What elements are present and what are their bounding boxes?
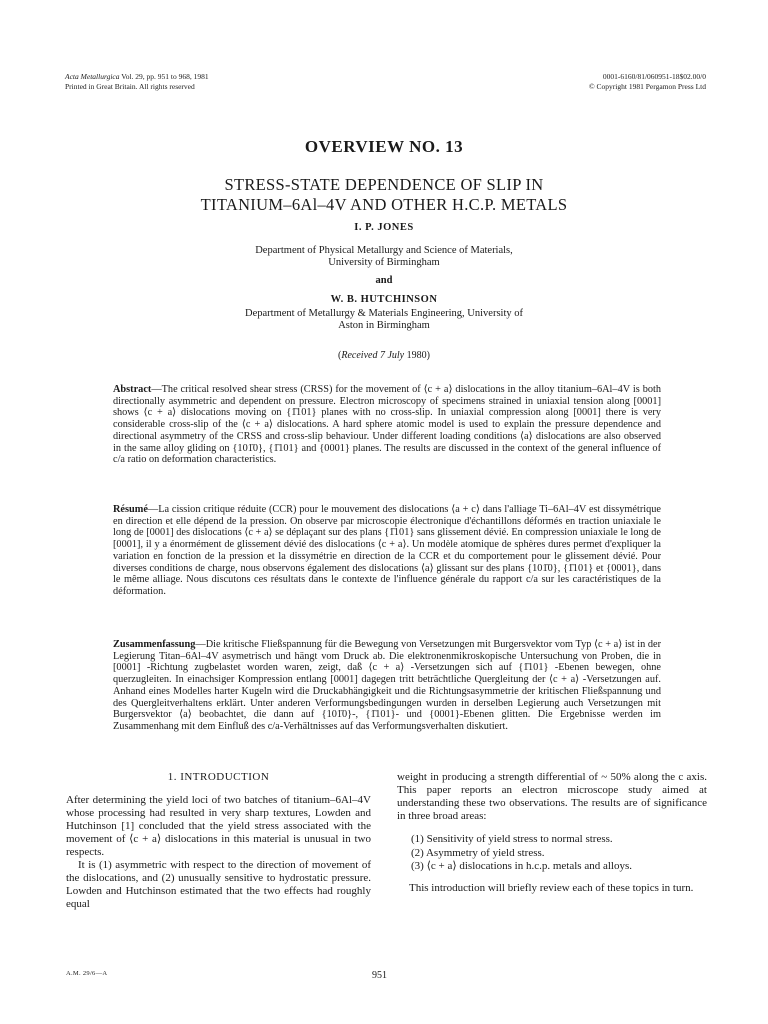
title-line-2: TITANIUM–6Al–4V AND OTHER H.C.P. METALS [200, 195, 568, 214]
author-1-name: I. P. JONES [354, 222, 414, 233]
intro-paragraph-1: After determining the yield loci of two batches of titanium–6Al–4V whose processing had resulted in very sharp textures, Lowden and Hutchinson [1] concluded that the yield stress associated with the movement of ⟨c + a⟩ dislocations in this material is unusual in two respects. [66, 794, 371, 858]
overview-label: OVERVIEW NO. 13 [304, 137, 464, 156]
author-conjunction: and [375, 275, 393, 286]
column-left [66, 771, 371, 911]
printed-note: Printed in Great Britain. All rights reserved [65, 82, 195, 91]
author-2-affil-line-2: Aston in Birmingham [338, 320, 430, 331]
list-item: (3) ⟨c + a⟩ dislocations in h.c.p. metals and alloys. [411, 860, 632, 872]
intro-paragraph-2: It is (1) asymmetric with respect to the direction of movement of the dislocations, and (2) unusually sensitive to hydrostatic pressure. Lowden and Hutchinson estimated that the two effects had roughly equal [66, 859, 371, 910]
title-line-1: STRESS-STATE DEPENDENCE OF SLIP IN [224, 175, 544, 194]
author-2-affiliation [110, 308, 658, 332]
journal-header [65, 72, 209, 92]
abstract-text: —The critical resolved shear stress (CRSS) for the movement of ⟨c + a⟩ dislocations in the alloy titanium–6Al–4V is both directionally asymmetric and dependent on pressure. Electron microscopy of specimens strained in uniaxial tension along [0001] shows ⟨c + a⟩ dislocations moving on {1̄101} planes with no cross-slip. In uniaxial compression along [0001] there is very considerable cross-slip of the ⟨c + a⟩ dislocations. A hard sphere atomic model is used to explain the pressure dependence and directional asymmetry of the CRSS and cross-slip behaviour. Under different loading conditions ⟨a⟩ dislocations are also observed in the same alloy gliding on {101̄0}, {1̄101} and {0001} planes. The results are discussed in the context of the general influence of c/a ratio on deformation characteristics. [113, 384, 661, 466]
zusammenfassung-text: —Die kritische Fließspannung für die Bewegung von Versetzungen mit Burgersvektor vom Typ ⟨c + a⟩ ist in der Legierung Titan–6Al–4V asymetrisch und hängt vom Druck ab. Die elektronenmikroskopische Untersuchung von Proben, die in [0001] -Richtung zugbelastet worden waren, zeigt, daß ⟨c + a⟩ -Versetzungen sich auf {1̄101} -Ebenen bewegen, ohne querzugleiten. In einachsiger Kompression entlang [0001] dagegen tritt beträchtliche Quergleitung der ⟨c + a⟩ -Versetzungen auf. Anhand eines Modelles harter Kugeln wird die Druckabhängigkeit und die Richtungsasymmetrie der kritischen Fließspannung und des Quergleitverhaltens erklärt. Unter anderen Verformungsbedingungen wurden in derselben Legierung auch Versetzungen mit Burgersvektor ⟨a⟩ beobachtet, die dann auf {101̄0}-, {1̄101}- und {0001}-Ebenen glitten. Die Ergebnisse werden im Zusammenhang mit dem Einfluß des c/a-Verhältnisses auf das Verformungsverhalten diskutiert. [113, 639, 661, 732]
received-text: Received 7 July [341, 350, 405, 361]
topics-list [411, 833, 707, 874]
resume-text: —La cission critique réduite (CCR) pour le mouvement des dislocations ⟨a + c⟩ dans l'alliage Ti–6Al–4V est dissymétrique en direction et elle dépend de la pression. On observe par microscopie électronique d'échantillons déformés en traction uniaxiale le long de [0001] des dislocations ⟨c + a⟩ se déplaçant sur des plans {1̄101} sans glissement dévié. En compression uniaxiale le long de [0001], il y a énormément de glissement dévié des dislocations ⟨c + a⟩. Un modèle atomique de sphères dures permet d'expliquer la variation en fonction de la pression et la dissymétrie en direction de la CCR et du comportement pour le glissement dévié. Pour diverses conditions de charge, nous observons également des dislocations ⟨a⟩ glissant sur des plans {101̄0}, {1̄101} et {0001}, dans le même alliage. Nous discutons ces résultats dans le contexte de l'influence générale du rapport c/a sur les caractéristiques de la déformation. [113, 504, 661, 597]
column-right [397, 771, 707, 895]
footer-reference: A.M. 29/6—A [66, 970, 108, 977]
paper-title [110, 175, 658, 215]
received-year: 1980) [406, 350, 430, 361]
author-1-affil-line-2: University of Birmingham [328, 257, 440, 268]
abstract-french [113, 504, 661, 598]
author-1-affil-line-1: Department of Physical Metallurgy and Science of Materials, [255, 245, 513, 256]
abstract-english [113, 384, 661, 466]
copyright-header [589, 72, 706, 92]
intro-paragraph-4: This introduction will briefly review each of these topics in turn. [409, 881, 694, 894]
article-code: 0001-6160/81/060951-18$02.00/0 [602, 72, 706, 81]
author-1-affiliation [110, 245, 658, 269]
abstract-german [113, 639, 661, 733]
zusammenfassung-lead: Zusammenfassung [113, 639, 196, 650]
author-2-name: W. B. HUTCHINSON [330, 294, 438, 305]
list-item: (2) Asymmetry of yield stress. [411, 846, 545, 859]
journal-name: Acta Metallurgica [65, 72, 120, 81]
list-item: (1) Sensitivity of yield stress to normal stress. [411, 833, 613, 845]
author-2-affil-line-1: Department of Metallurgy & Materials Engineering, University of [245, 308, 523, 319]
intro-paragraph-3: weight in producing a strength differential of ~ 50% along the c axis. This paper reports an electron microscope study aimed at understanding these two observations. The results are of significance in three broad areas: [397, 771, 707, 822]
resume-lead: Résumé [113, 504, 148, 515]
abstract-lead: Abstract [113, 384, 152, 395]
page-number: 951 [372, 970, 387, 981]
journal-citation: Vol. 29, pp. 951 to 968, 1981 [121, 72, 209, 81]
section-heading-introduction: 1. INTRODUCTION [167, 771, 270, 783]
received-date: (Received 7 July 1980) [338, 350, 430, 361]
copyright-note: © Copyright 1981 Pergamon Press Ltd [588, 82, 706, 91]
